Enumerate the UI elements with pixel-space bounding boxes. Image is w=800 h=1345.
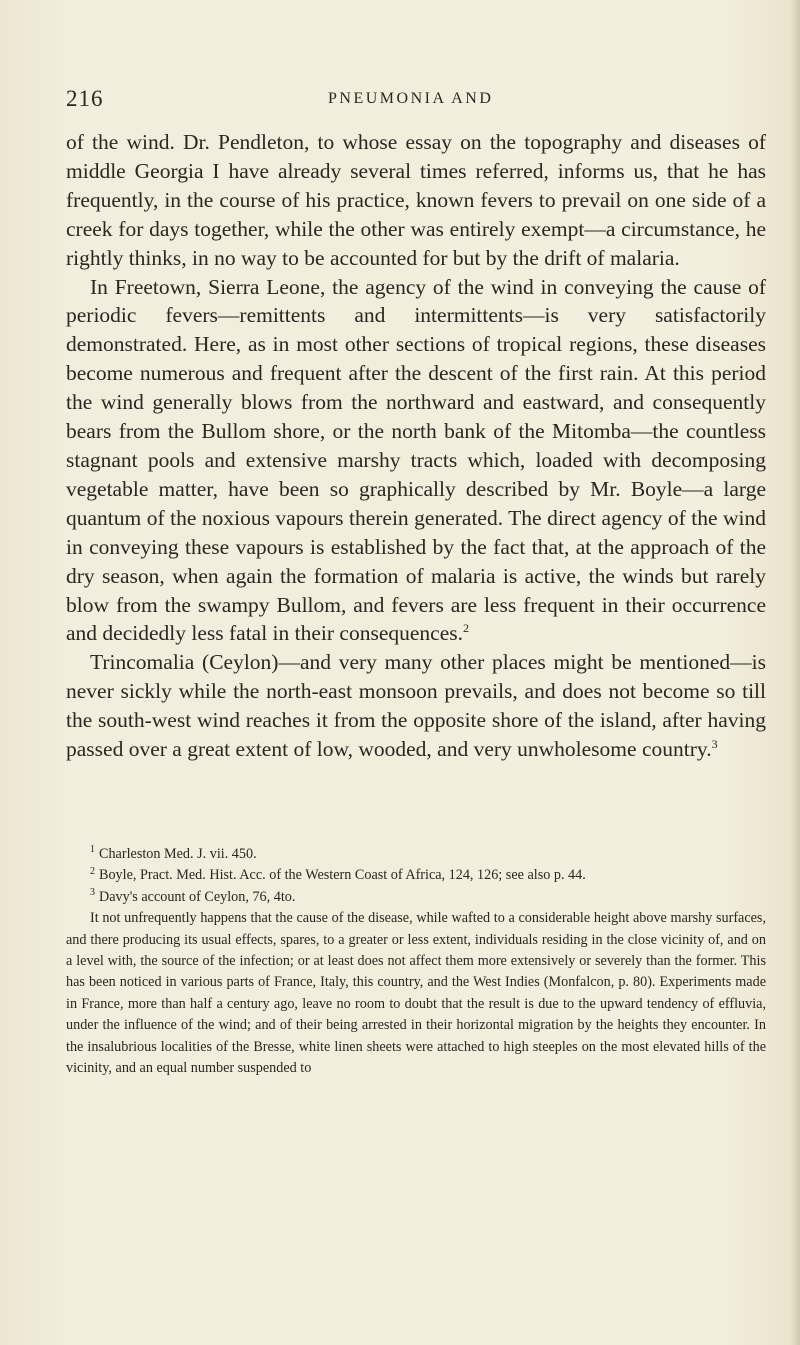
paragraph-text: Trincomalia (Ceylon)—and very many other places might be mentioned—is never sickly while the north-east monsoon prevails, and does not become so till the south-west wind reaches it from the opposite shore of the island, after having passed over a great extent of low, wooded, and very unwholesome country.	[66, 650, 766, 762]
footnote-reference: 3	[711, 736, 718, 751]
footnote-number: 1	[90, 844, 95, 856]
page-edge-shadow	[790, 0, 800, 1345]
footnote	[66, 844, 766, 865]
footnote-continuation: It not unfrequently happens that the cause of the disease, while wafted to a considerable height above marshy surfaces, and there producing its usual effects, spares, to a greater or less extent, individuals residing in the close vicinity of, and on a level with, the source of the infection; or at least does not affect them more extensively or severely than the former. This has been noticed in various parts of France, Italy, this country, and the West Indies (Monfalcon, p. 80). Experiments made in France, more than half a century ago, leave no room to doubt that the result is due to the upward tendency of effluvia, under the influence of the wind; and of their being arrested in their horizontal migration by the heights they encounter. In the insalubrious localities of the Bresse, white linen sheets were attached to high steeples on the most elevated hills of the vicinity, and an equal number suspended to	[66, 910, 766, 1077]
footnotes	[66, 844, 766, 1079]
running-head	[66, 86, 760, 114]
footnote-number: 3	[90, 887, 95, 899]
main-text	[66, 128, 766, 764]
paragraph-text: In Freetown, Sierra Leone, the agency of the wind in conveying the cause of periodic fevers—remittents and intermittents—is very satisfactorily demonstrated. Here, as in most other sections of tropical regions, these diseases become numerous and frequent after the descent of the first rain. At this period the wind generally blows from the northward and eastward, and consequently bears from the Bullom shore, or the north bank of the Mitomba—the countless stagnant pools and extensive marshy tracts which, loaded with decomposing vegetable matter, have been so graphically described by Mr. Boyle—a large quantum of the noxious vapours therein generated. The direct agency of the wind in conveying these vapours is established by the fact that, at the approach of the dry season, when again the formation of malaria is active, the winds but rarely blow from the swampy Bullom, and fevers are less frequent in their occurrence and decidedly less fatal in their consequences.	[66, 274, 766, 646]
paragraph: of the wind. Dr. Pendleton, to whose essay on the topography and diseases of middle Georgia I have already several times referred, informs us, that he has frequently, in the course of his practice, known fevers to prevail on one side of a creek for days together, while the other was entirely exempt—a circumstance, he rightly thinks, in no way to be accounted for but by the drift of malaria.	[66, 130, 766, 270]
footnote-text: Davy's account of Ceylon, 76, 4to.	[99, 888, 296, 905]
footnote-text: Charleston Med. J. vii. 450.	[99, 846, 257, 862]
paragraph	[66, 648, 766, 764]
footnote	[66, 865, 766, 886]
footnote-text: Boyle, Pract. Med. Hist. Acc. of the Western Coast of Africa, 124, 126; see also p. 44.	[99, 867, 586, 884]
footnote	[66, 887, 766, 908]
running-title: PNEUMONIA AND	[328, 90, 494, 107]
page-number: 216	[66, 86, 104, 111]
footnote-number: 2	[90, 865, 95, 877]
paragraph	[66, 273, 766, 649]
footnote-reference: 2	[463, 621, 470, 636]
